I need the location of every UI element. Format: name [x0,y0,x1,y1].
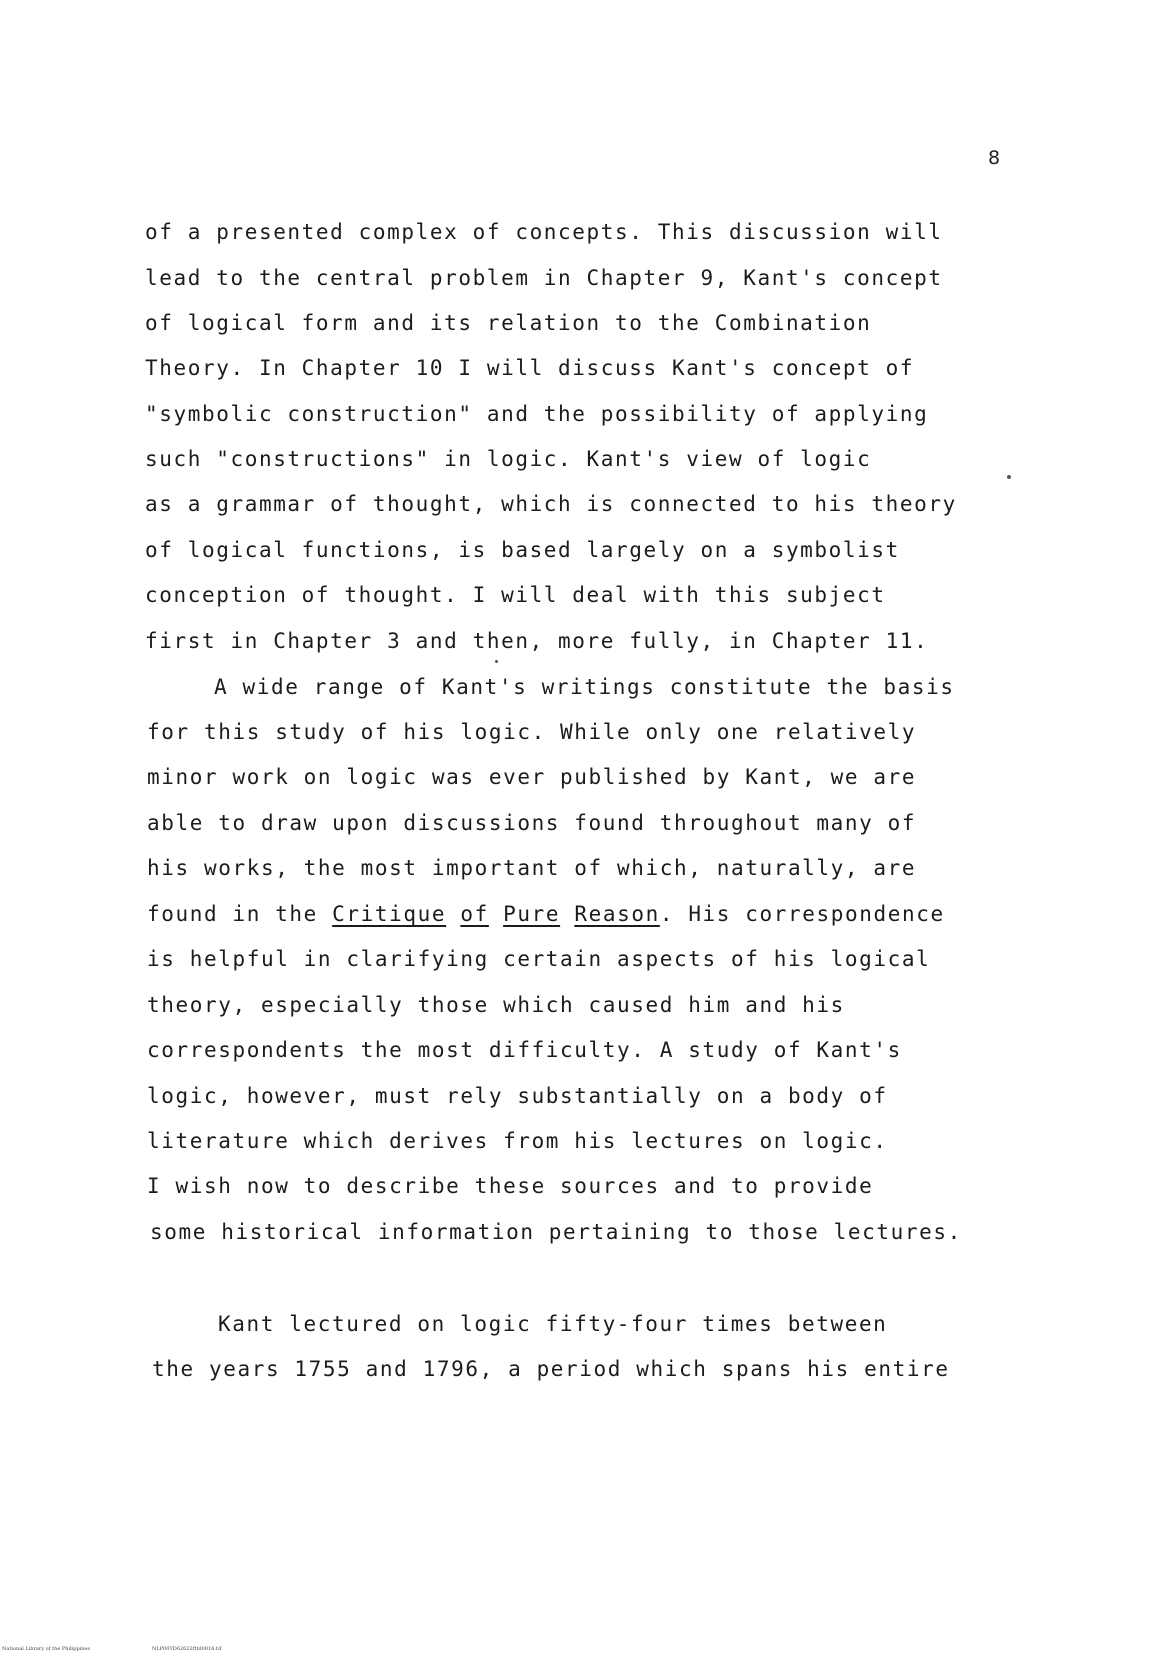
text-line: his works, the most important of which, naturally, are [147,856,917,880]
text-line: correspondents the most difficulty. A study of Kant's [147,1038,902,1062]
text-line: logic, however, must rely substantially on a body of [147,1084,888,1108]
scan-speck [1007,475,1011,479]
text-line: such "constructions" in logic. Kant's view of logic [145,447,872,471]
book-title-word: Critique [332,902,447,926]
footer-library: National Library of the Philippines [2,1646,91,1652]
text-line: theory, especially those which caused him and his [147,993,845,1017]
footer-filename: NLP00TD62622fttd0016.tif [152,1646,222,1652]
text-line: of a presented complex of concepts. This discussion will [145,220,943,244]
page-number: 8 [988,147,1001,169]
text-line: of logical functions, is based largely on a symbolist [145,538,900,562]
text-line: lead to the central problem in Chapter 9, Kant's concept [145,266,943,290]
text-line: the years 1755 and 1796, a period which spans his entire [152,1357,950,1381]
text-line: literature which derives from his lectures on logic. [147,1129,888,1153]
text-line-with-title [147,904,945,925]
text-segment: found in the [147,902,333,926]
text-line: I wish now to describe these sources and to provide [147,1174,874,1198]
text-line: some historical information pertaining to those lectures. [150,1220,962,1244]
text-line: minor work on logic was ever published by Kant, we are [147,765,917,789]
book-title-word: of [460,902,489,926]
text-segment: . His correspondence [659,902,945,926]
text-line: for this study of his logic. While only one relatively [147,720,917,744]
text-line: Kant lectured on logic fifty-four times between [218,1312,888,1336]
text-line: A wide range of Kant's writings constitute the basis [214,675,955,699]
text-line: able to draw upon discussions found throughout many of [147,811,917,835]
text-line: "symbolic construction" and the possibility of applying [145,402,929,426]
text-line: as a grammar of thought, which is connected to his theory [145,492,957,516]
text-line: of logical form and its relation to the Combination [145,311,872,335]
scan-speck [495,660,498,663]
text-line: Theory. In Chapter 10 I will discuss Kant's concept of [145,356,915,380]
text-line: is helpful in clarifying certain aspects of his logical [147,947,931,971]
book-title-word: Reason [574,902,660,926]
book-title-word: Pure [503,902,561,926]
text-line: first in Chapter 3 and then, more fully, in Chapter 11. [145,629,929,653]
text-line: conception of thought. I will deal with this subject [145,583,886,607]
